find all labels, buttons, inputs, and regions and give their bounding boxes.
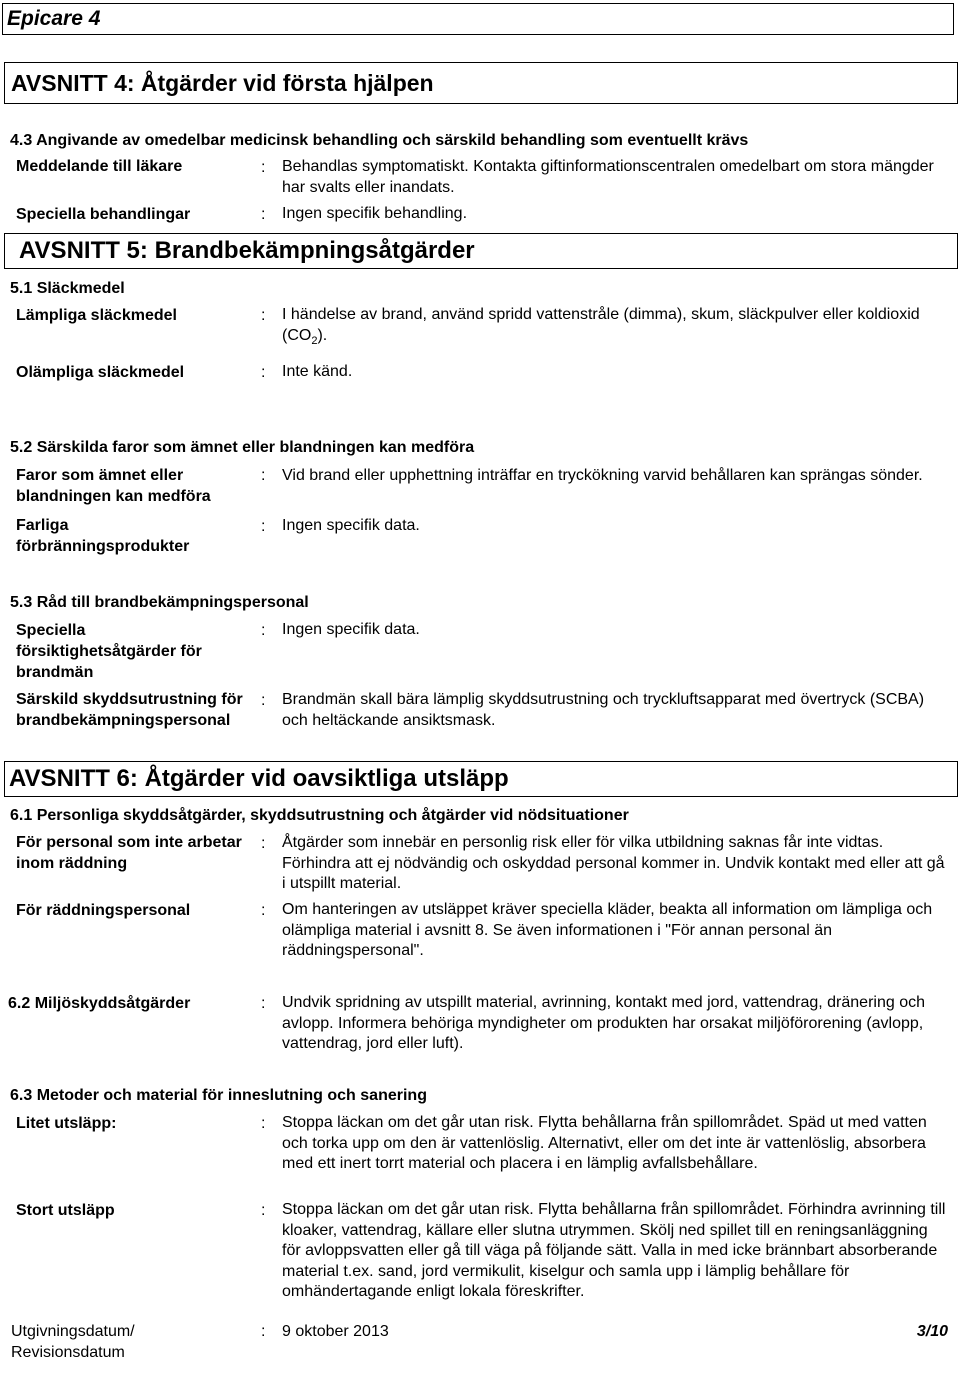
subsection-5-1-heading: 5.1 Släckmedel	[10, 280, 125, 297]
value-faror: Vid brand eller upphettning inträffar en tryckökning varvid behållaren kan sprängas sönder.	[282, 467, 923, 484]
subsection-5-3-heading: 5.3 Råd till brandbekämpningspersonal	[10, 594, 309, 611]
label-speciella-behandlingar: Speciella behandlingar	[16, 206, 191, 223]
label-litet-utslapp: Litet utsläpp:	[16, 1115, 117, 1132]
value-skyddsutrustning: Brandmän skall bära lämplig skyddsutrustning och tryckluftsapparat med övertryck (SCBA) och heltäckande ansiktsmask.	[282, 691, 925, 729]
value-speciella-behandlingar: Ingen specifik behandling.	[282, 205, 468, 222]
colon: :	[261, 995, 266, 1012]
colon: :	[261, 518, 266, 535]
footer-page-number: 3/10	[916, 1323, 948, 1340]
label-miljoskyddsatgarder: 6.2 Miljöskyddsåtgärder	[8, 995, 191, 1012]
colon: :	[261, 1202, 266, 1219]
value-raddningspersonal: Om hanteringen av utsläppet kräver speciella kläder, beakta all information om lämpliga och olämpliga material i avsnitt 8. Se även informationen i "För annan personal än räddningspersonal".	[282, 901, 933, 959]
footer-date-value: 9 oktober 2013	[282, 1323, 389, 1340]
colon: :	[261, 1115, 266, 1132]
label-skyddsutrustning: Särskild skyddsutrustning för brandbekämpningspersonal	[16, 691, 243, 729]
section-4-heading: AVSNITT 4: Åtgärder vid första hjälpen	[4, 62, 958, 104]
section-5-heading: AVSNITT 5: Brandbekämpningsåtgärder	[4, 233, 958, 269]
label-personal-ej-raddning: För personal som inte arbetar inom räddning	[16, 834, 242, 872]
section-6-heading: AVSNITT 6: Åtgärder vid oavsiktliga utsläpp	[4, 761, 958, 797]
subsection-6-1-heading: 6.1 Personliga skyddsåtgärder, skyddsutrustning och åtgärder vid nödsituationer	[10, 807, 629, 824]
label-faror: Faror som ämnet eller blandningen kan medföra	[16, 467, 211, 505]
value-olampliga-slackmedel: Inte känd.	[282, 363, 353, 380]
subsection-6-3-heading: 6.3 Metoder och material för inneslutning och sanering	[10, 1087, 427, 1104]
value-farliga-forbranningsprodukter: Ingen specifik data.	[282, 517, 420, 534]
value-lampliga-slackmedel: I händelse av brand, använd spridd vattenstråle (dimma), skum, släckpulver eller koldioxid $(CO_2)$.	[282, 306, 920, 347]
value-miljoskyddsatgarder: Undvik spridning av utspillt material, avrinning, kontakt med jord, vattendrag, dränering och avlopp. Informera behöriga myndigheter om produkten har orsakat miljöförorening (avlopp, vattendrag, jord eller luft).	[282, 994, 925, 1052]
label-raddningspersonal: För räddningspersonal	[16, 902, 191, 919]
colon: :	[261, 159, 266, 176]
colon: :	[261, 692, 266, 709]
value-personal-ej-raddning: Åtgärder som innebär en personlig risk eller för vilka utbildning saknas får inte vidtas. Förhindra att ej nödvändig och oskyddad personal kommer in. Undvik kontakt med eller att gå i utspillt material.	[282, 834, 945, 892]
value-stort-utslapp: Stoppa läckan om det går utan risk. Flytta behållarna från spillområdet. Förhindra avrinning till kloaker, vattendrag, källare eller slutna utrymmen. Skölj ned spillet till en reningsanläggning för avloppsvatten eller gå till väga på följande sätt. Valla in med icke brännbart absorberande material t.ex. sand, jord vermikulit, kiselgur och samla upp i lämplig behållare för omhändertagande enligt lokala föreskrifter.	[282, 1201, 946, 1300]
label-meddelande-till-lakare: Meddelande till läkare	[16, 158, 183, 175]
label-farliga-forbranningsprodukter: Farliga förbränningsprodukter	[16, 517, 190, 555]
colon: :	[261, 206, 266, 223]
colon: :	[261, 307, 266, 324]
value-forsiktighetsatgarder-brandman: Ingen specifik data.	[282, 621, 420, 638]
colon: :	[261, 835, 266, 852]
label-lampliga-slackmedel: Lämpliga släckmedel	[16, 307, 177, 324]
subsection-5-2-heading: 5.2 Särskilda faror som ämnet eller blandningen kan medföra	[10, 439, 475, 456]
product-name: Epicare 4	[2, 3, 954, 35]
value-litet-utslapp: Stoppa läckan om det går utan risk. Flytta behållarna från spillområdet. Späd ut med vatten och torka upp om den är vattenlöslig. Alternativt, eller om det inte är vattenlöslig, absorbera med ett inert torrt material och placera i en lämplig avfallsbehållare.	[282, 1114, 927, 1172]
colon: :	[261, 622, 266, 639]
colon: :	[261, 1323, 266, 1340]
label-olampliga-slackmedel: Olämpliga släckmedel	[16, 364, 185, 381]
value-meddelande-till-lakare: Behandlas symptomatiskt. Kontakta giftinformationscentralen omedelbart om stora mängder har svalts eller inandats.	[282, 158, 934, 196]
colon: :	[261, 467, 266, 484]
subsection-4-3-heading: 4.3 Angivande av omedelbar medicinsk behandling och särskild behandling som eventuellt krävs	[10, 132, 749, 149]
label-stort-utslapp: Stort utsläpp	[16, 1202, 115, 1219]
colon: :	[261, 364, 266, 381]
label-forsiktighetsatgarder-brandman: Speciella försiktighetsåtgärder för brandmän	[16, 622, 202, 681]
colon: :	[261, 902, 266, 919]
footer-date-label: Utgivningsdatum/ Revisionsdatum	[11, 1323, 135, 1361]
